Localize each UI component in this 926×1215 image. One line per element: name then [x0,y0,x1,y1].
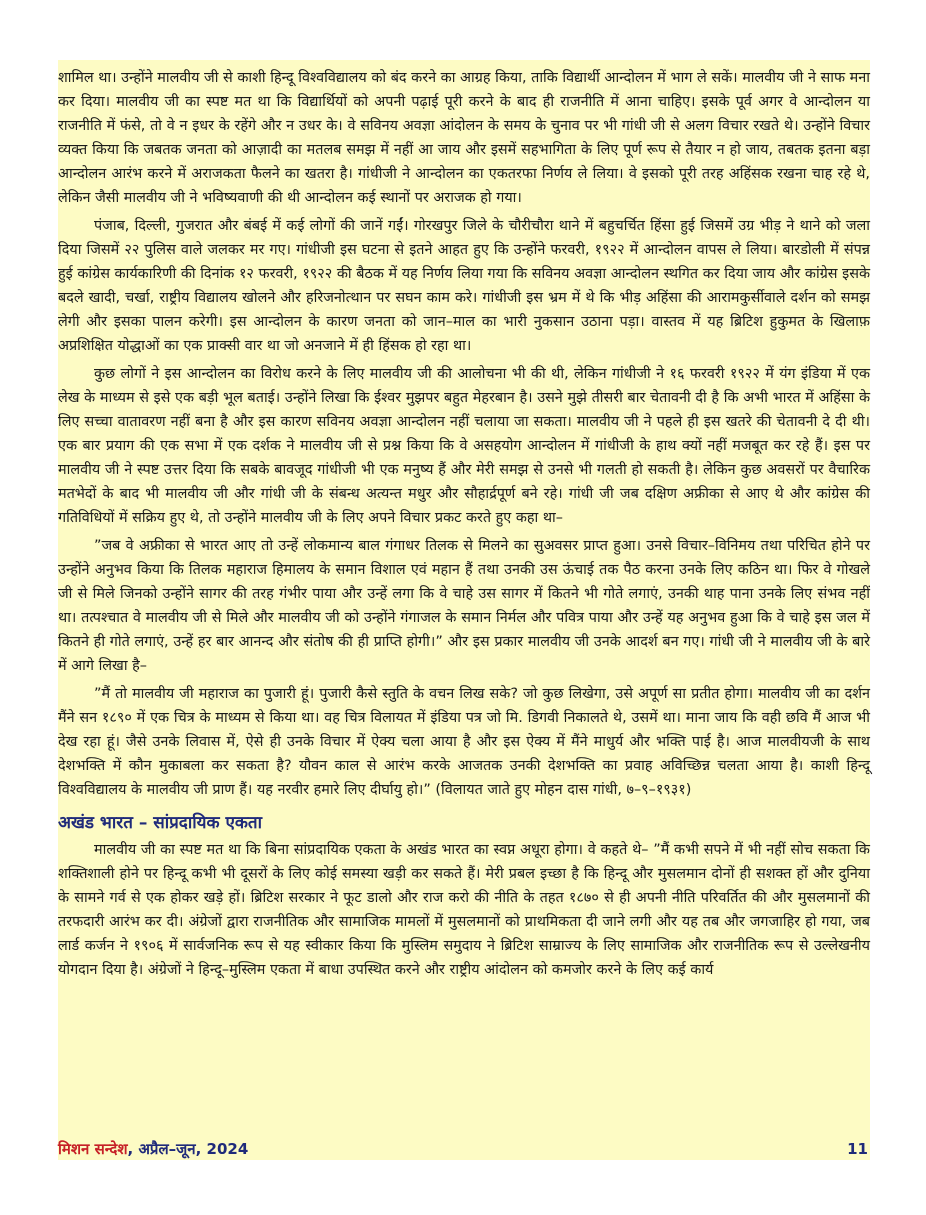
footer-journal-info [58,1139,248,1159]
journal-name: मिशन सन्देश [58,1140,128,1158]
section-paragraph: मालवीय जी का स्पष्ट मत था कि बिना सांप्रदायिक एकता के अखंड भारत का स्वप्न अधूरा होगा। वे कहते थे– ”मैं कभी सपने में भी नहीं सोच सकता कि शक्तिशाली होने पर हिन्दू कभी भी दूसरों के लिए कोई समस्या खड़ी कर सकते हैं। मेरी प्रबल इच्छा है कि हिन्दू और मुसलमान दोनों ही सशक्त हों और दुनिया के सामने गर्व से एक होकर खड़े हों। ब्रिटिश सरकार ने फूट डालो और राज करो की नीति के तहत १८७० से ही अपनी नीति परिवर्तित की और मुसलमानों की तरफदारी आरंभ कर दी। अंग्रेजों द्वारा राजनीतिक और सामाजिक मामलों में मुसलमानों को प्राथमिकता दी जाने लगी और यह तब और जगजाहिर हो गया, जब लार्ड कर्जन ने १९०६ में सार्वजनिक रूप से यह स्वीकार किया कि मुस्लिम समुदाय ने ब्रिटिश साम्राज्य के लिए सामाजिक और राजनीतिक रूप से उल्लेखनीय योगदान दिया है। अंग्रेजों ने हिन्दू–मुस्लिम एकता में बाधा उपस्थित करने और राष्ट्रीय आंदोलन को कमजोर करने के लिए कई कार्य [58,842,870,978]
journal-issue: अप्रैल–जून, 2024 [138,1140,249,1158]
paragraph-1: शामिल था। उन्होंने मालवीय जी से काशी हिन्दू विश्वविद्यालय को बंद करने का आग्रह किया, ताकि विद्यार्थी आन्दोलन में भाग ले सकें। मालवीय जी ने साफ मना कर दिया। मालवीय जी का स्पष्ट मत था कि विद्यार्थियों को अपनी पढ़ाई पूरी करने के बाद ही राजनीति में आना चाहिए। इसके पूर्व अगर वे आन्दोलन या राजनीति में फंसे, तो वे न इधर के रहेंगे और न उधर के। वे सविनय अवज्ञा आंदोलन के समय के चुनाव पर भी गांधी जी से अलग विचार रखते थे। उन्होंने विचार व्यक्त किया कि जबतक जनता को आज़ादी का मतलब समझ में नहीं आ जाय और इसमें सहभागिता के लिए पूर्ण रूप से तैयार न हो जाय, तबतक इतना बड़ा आन्दोलन आरंभ करने में अराजकता फैलने का खतरा है। गांधीजी ने आन्दोलन का एकतरफा निर्णय ले लिया। वे इसको पूरी तरह अहिंसक रखना चाह रहे थे, लेकिन जैसी मालवीय जी ने भविष्यवाणी की थी आन्दोलन कई स्थानों पर अराजक हो गया। [58,70,870,206]
article-content [58,66,870,986]
footer-separator: , [127,1140,139,1158]
quote-paragraph-2: ”मैं तो मालवीय जी महाराज का पुजारी हूं। पुजारी कैसे स्तुति के वचन लिख सके? जो कुछ लिखेगा, उसे अपूर्ण सा प्रतीत होगा। मालवीय जी का दर्शन मैंने सन १८९० में एक चित्र के माध्यम से किया था। वह चित्र विलायत में इंडिया पत्र जो मि. डिगवी निकालते थे, उसमें था। माना जाय कि वही छवि मैं आज भी देख रहा हूं। जैसे उनके लिवास में, ऐसे ही उनके विचार में ऐक्य चला आया है और इस ऐक्य में मैंने माधुर्य और भक्ति पाई है। आज मालवीयजी के साथ देशभक्ति में कौन मुकाबला कर सकता है? यौवन काल से आरंभ करके आजतक उनकी देशभक्ति का प्रवाह अविच्छिन्न चलता आया है। काशी हिन्दू विश्वविद्यालय के मालवीय जी प्राण हैं। यह नरवीर हमारे लिए दीर्घायु हो।” (विलायत जाते हुए मोहन दास गांधी, ७–९–१९३१) [58,686,870,798]
paragraph-2: पंजाब, दिल्ली, गुजरात और बंबई में कई लोगों की जानें गईं। गोरखपुर जिले के चौरीचौरा थाने में बहुचर्चित हिंसा हुई जिसमें उग्र भीड़ ने थाने को जला दिया जिसमें २२ पुलिस वाले जलकर मर गए। गांधीजी इस घटना से इतने आहत हुए कि उन्होंने फरवरी, १९२२ में आन्दोलन वापस ले लिया। बारडोली में संपन्न हुई कांग्रेस कार्यकारिणी की दिनांक १२ फरवरी, १९२२ की बैठक में यह निर्णय लिया गया कि सविनय अवज्ञा आन्दोलन स्थगित कर दिया जाय और कांग्रेस इसके बदले खादी, चर्खा, राष्ट्रीय विद्यालय खोलने और हरिजनोत्थान पर सघन काम करे। गांधीजी इस भ्रम में थे कि भीड़ अहिंसा की आरामकुर्सीवाले दर्शन को समझ लेगी और इसका पालन करेगी। इस आन्दोलन के कारण जनता को जान–माल का भारी नुकसान उठाना पड़ा। वास्तव में यह ब्रिटिश हुकुमत के खिलाफ़ अप्रशिक्षित योद्धाओं का एक प्राक्सी वार था जो अनजाने में ही हिंसक हो रहा था। [58,218,870,354]
page-number: 11 [847,1140,868,1158]
section-heading: अखंड भारत – सांप्रदायिक एकता [58,813,263,833]
paragraph-3: कुछ लोगों ने इस आन्दोलन का विरोध करने के लिए मालवीय जी की आलोचना भी की थी, लेकिन गांधीजी ने १६ फरवरी १९२२ में यंग इंडिया में एक लेख के माध्यम से इसे एक बड़ी भूल बताई। उन्होंने लिखा कि ईश्वर मुझपर बहुत मेहरबान है। उसने मुझे तीसरी बार चेतावनी दी है कि अभी भारत में अहिंसा के लिए सच्चा वातावरण नहीं बना है और इस कारण सविनय अवज्ञा आन्दोलन नहीं चलाया जा सकता। मालवीय जी ने पहले ही इस खतरे की चेतावनी दे दी थी। एक बार प्रयाग की एक सभा में एक दर्शक ने मालवीय जी से प्रश्न किया कि वे असहयोग आन्दोलन में गांधीजी के हाथ क्यों नहीं मजबूत कर रहे हैं। इस पर मालवीय जी ने स्पष्ट उत्तर दिया कि सबके बावजूद गांधीजी भी एक मनुष्य हैं और मेरी समझ से उनसे भी गलती हो सकती है। लेकिन कुछ अवसरों पर वैचारिक मतभेदों के बाद भी मालवीय जी और गांधी जी के संबन्ध अत्यन्त मधुर और सौहार्द्रपूर्ण बने रहे। गांधी जी जब दक्षिण अफ्रीका से आए थे और कांग्रेस की गतिविधियों में सक्रिय हुए थे, तो उन्होंने मालवीय जी के लिए अपने विचार प्रकट करते हुए कहा था– [58,366,870,526]
page-body [58,60,870,1160]
page-footer [58,1138,870,1160]
quote-paragraph-1: ”जब वे अफ्रीका से भारत आए तो उन्हें लोकमान्य बाल गंगाधर तिलक से मिलने का सुअवसर प्राप्त हुआ। उनसे विचार–विनिमय तथा परिचित होने पर उन्होंने अनुभव किया कि तिलक महाराज हिमालय के समान विशाल एवं महान हैं तथा उनकी उस ऊंचाई तक पैठ करना उनके लिए कठिन था। फिर वे गोखले जी से मिले जिनको उन्होंने सागर की तरह गंभीर पाया और उन्हें लगा कि वे चाहे उस सागर में कितने भी गोते लगाएं, उनकी थाह पाना उनके लिए संभव नहीं था। तत्पश्चात वे मालवीय जी से मिले और मालवीय जी को उन्होंने गंगाजल के समान निर्मल और पवित्र पाया और उन्हें यह अनुभव हुआ कि वे चाहे इस जल में कितने ही गोते लगाएं, उन्हें हर बार आनन्द और संतोष की ही प्राप्ति होगी।” और इस प्रकार मालवीय जी उनके आदर्श बन गए। गांधी जी ने मालवीय जी के बारे में आगे लिखा है– [58,538,870,674]
